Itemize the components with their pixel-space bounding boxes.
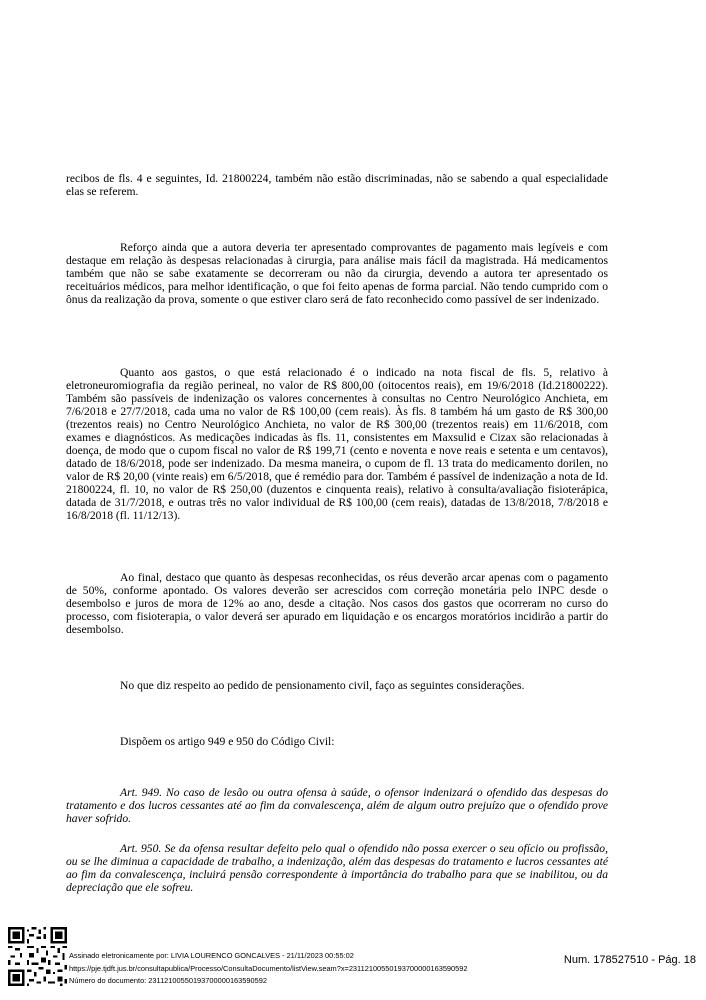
footer-signature: Assinado eletronicamente por: LIVIA LOURENCO GONCALVES - 21/11/2023 00:55:02	[69, 951, 354, 960]
paragraph-pension: No que diz respeito ao pedido de pensionamento civil, faço as seguintes considerações.	[120, 679, 525, 692]
footer-document-number: Número do documento: 23112100550193700000163590592	[69, 976, 267, 985]
paragraph-payment: Ao final, destaco que quanto às despesas reconhecidas, os réus deverão arcar apenas com o pagamento de 50%, conforme apontado. Os valores deverão ser acrescidos com correção monetária pelo INPC desde o desembolso e juros de mora de 12% ao ano, desde a citação. Nos casos dos gastos que ocorreram no curso do processo, com fisioterapia, o valor deverá ser apurado em liquidação e os encargos moratórios incidirão a partir do desembolso.	[66, 571, 608, 636]
paragraph-legal-basis: Dispõem os artigo 949 e 950 do Código Civil:	[120, 735, 335, 748]
page-number: Num. 178527510 - Pág. 18	[563, 954, 696, 966]
citation-art-949: Art. 949. No caso de lesão ou outra ofensa à saúde, o ofensor indenizará o ofendido das despesas do tratamento e dos lucros cessantes até ao fim da convalescença, além de algum outro prejuízo que o ofendido prove haver sofrido.	[66, 786, 608, 825]
citation-art-950: Art. 950. Se da ofensa resultar defeito pelo qual o ofendido não possa exercer o seu ofício ou profissão, ou se lhe diminua a capacidade de trabalho, a indenização, além das despesas do tratamento e lucros cessantes até ao fim da convalescença, incluirá pensão correspondente à importância do trabalho para que se inabilitou, ou da depreciação que ele sofreu.	[66, 842, 608, 894]
paragraph-continuation: recibos de fls. 4 e seguintes, Id. 21800224, também não estão discriminadas, não se sabendo a qual especialidade elas se referem.	[66, 172, 608, 198]
paragraph-evidence: Reforço ainda que a autora deveria ter apresentado comprovantes de pagamento mais legíveis e com destaque em relação às despesas relacionadas à cirurgia, para análise mais fácil da magistrada. Há medicamentos também que não se sabe exatamente se decorreram ou não da cirurgia, devendo a autora ter apresentado os receituários médicos, para melhor identificação, o que foi feito apenas de forma parcial. Não tendo cumprido com o ônus da realização da prova, somente o que estiver claro será de fato reconhecido como passível de ser indenizado.	[66, 241, 608, 306]
qr-code-icon	[8, 927, 67, 986]
paragraph-expenses: Quanto aos gastos, o que está relacionado é o indicado na nota fiscal de fls. 5, relativo à eletroneuromiografia da região perineal, no valor de R$ 800,00 (oitocentos reais), em 19/6/2018 (Id.21800222). Também são passíveis de indenização os valores concernentes à consultas no Centro Neurológico Anchieta, em 7/6/2018 e 27/7/2018, cada uma no valor de R$ 100,00 (cem reais). Às fls. 8 também há um gasto de R$ 300,00 (trezentos reais) no Centro Neurológico Anchieta, no valor de R$ 300,00 (trezentos reais) em 11/6/2018, com exames e diagnósticos. As medicações indicadas às fls. 11, consistentes em Maxsulid e Cizax são relacionadas à doença, de modo que o cupom fiscal no valor de R$ 199,71 (cento e noventa e nove reais e setenta e um centavos), datado de 18/6/2018, pode ser indenizado. Da mesma maneira, o cupom de fl. 13 trata do medicamento dorilen, no valor de R$ 20,00 (vinte reais) em 6/5/2018, que é remédio para dor. Também é passível de indenização a nota de Id. 21800224, fl. 10, no valor de R$ 250,00 (duzentos e cinquenta reais), relativo à consulta/avaliação fisioterápica, datada de 31/7/2018, e outras três no valor individual de R$ 100,00 (cem reais), datadas de 13/8/2018, 7/8/2018 e 16/8/2018 (fl. 11/12/13).	[66, 366, 608, 522]
footer-url[interactable]: https://pje.tjdft.jus.br/consultapublica/Processo/ConsultaDocumento/listView.seam?x=23112100550193700000163590592	[69, 964, 468, 973]
